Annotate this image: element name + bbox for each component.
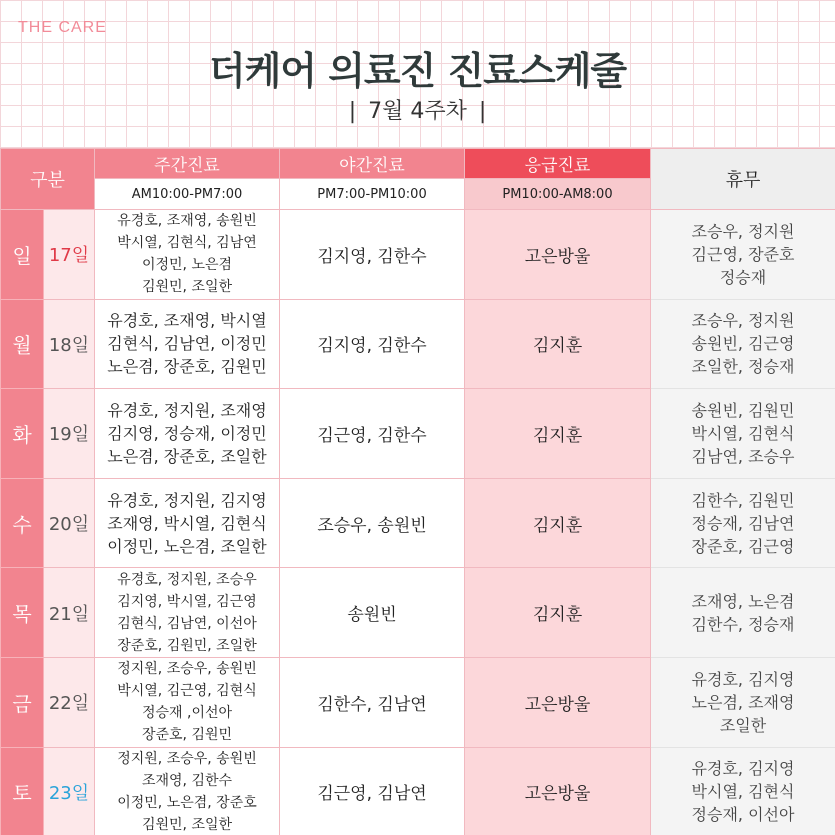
rest-cell <box>651 210 835 300</box>
night-shift-cell: 김근영, 김한수 <box>280 389 465 479</box>
day-shift-cell <box>95 299 280 389</box>
day-shift-cell <box>95 210 280 300</box>
night-shift-cell: 송원빈 <box>280 568 465 658</box>
staff-line: 조승우, 정지원 <box>691 311 795 331</box>
night-shift-cell: 조승우, 송원빈 <box>280 478 465 568</box>
date-cell: 22일 <box>44 657 95 747</box>
table-row <box>1 657 835 747</box>
staff-line: 김원민, 조일한 <box>141 279 233 296</box>
staff-line: 김한수, 김원민 <box>691 490 795 510</box>
staff-line: 정승재, 김남연 <box>691 513 795 533</box>
header-day-shift: 주간진료 <box>95 149 280 179</box>
day-shift-cell <box>95 478 280 568</box>
date-cell: 20일 <box>44 478 95 568</box>
night-shift-cell: 김지영, 김한수 <box>280 210 465 300</box>
emergency-cell: 고은방울 <box>465 210 651 300</box>
emergency-cell: 김지훈 <box>465 568 651 658</box>
staff-line: 유경호, 정지원, 조승우 <box>117 571 257 588</box>
staff-line: 김현식, 김남연, 이선아 <box>117 615 257 632</box>
staff-line: 유경호, 김지영 <box>691 759 795 779</box>
header-emergency-time: PM10:00-AM8:00 <box>465 179 651 210</box>
table-row <box>1 299 835 389</box>
page-subtitle <box>0 94 835 125</box>
subtitle-bar-left: | <box>348 99 357 124</box>
staff-line: 이정민, 노은겸 <box>141 257 233 274</box>
staff-line: 박시열, 김현식, 김남연 <box>117 235 257 252</box>
table-row <box>1 210 835 300</box>
staff-line: 박시열, 김현식 <box>691 782 795 802</box>
emergency-cell: 김지훈 <box>465 299 651 389</box>
date-cell: 23일 <box>44 747 95 835</box>
rest-cell <box>651 657 835 747</box>
rest-cell <box>651 568 835 658</box>
staff-line: 조재영, 노은겸 <box>691 591 795 611</box>
header-night-time: PM7:00-PM10:00 <box>280 179 465 210</box>
staff-line: 정지원, 조승우, 송원빈 <box>117 750 257 767</box>
day-shift-cell <box>95 568 280 658</box>
staff-line: 박시열, 김현식 <box>691 423 795 443</box>
staff-line: 유경호, 정지원, 김지영 <box>107 490 267 510</box>
staff-line: 정승재, 이선아 <box>691 805 795 825</box>
staff-line: 유경호, 조재영, 박시열 <box>107 311 267 331</box>
staff-line: 이정민, 노은겸, 장준호 <box>117 794 257 811</box>
page-title: 더케어 의료진 진료스케줄 <box>208 49 627 93</box>
rest-cell <box>651 299 835 389</box>
subtitle-bar-right: | <box>478 99 487 124</box>
staff-line: 노은겸, 조재영 <box>691 692 795 712</box>
day-shift-cell <box>95 389 280 479</box>
header-day-time: AM10:00-PM7:00 <box>95 179 280 210</box>
header-banner <box>0 0 835 148</box>
table-row <box>1 478 835 568</box>
staff-line: 조재영, 김한수 <box>141 772 233 789</box>
subtitle-text: 7월 4주차 <box>368 99 467 124</box>
weekday-cell: 화 <box>1 389 44 479</box>
staff-line: 송원빈, 김근영 <box>691 334 795 354</box>
date-cell: 21일 <box>44 568 95 658</box>
header-emergency: 응급진료 <box>465 149 651 179</box>
staff-line: 조일한 <box>719 715 767 735</box>
staff-line: 조일한, 정승재 <box>691 357 795 377</box>
staff-line: 김근영, 장준호 <box>691 244 795 264</box>
staff-line: 정승재 ,이선아 <box>141 705 233 722</box>
table-row <box>1 568 835 658</box>
day-shift-cell <box>95 747 280 835</box>
staff-line: 김지영, 정승재, 이정민 <box>107 423 267 443</box>
rest-cell <box>651 747 835 835</box>
staff-line: 김남연, 조승우 <box>691 446 795 466</box>
schedule-table <box>0 148 835 835</box>
night-shift-cell: 김근영, 김남연 <box>280 747 465 835</box>
weekday-cell: 일 <box>1 210 44 300</box>
weekday-cell: 토 <box>1 747 44 835</box>
staff-line: 이정민, 노은겸, 조일한 <box>107 536 267 556</box>
date-cell: 19일 <box>44 389 95 479</box>
night-shift-cell: 김지영, 김한수 <box>280 299 465 389</box>
header-gubun: 구분 <box>1 149 95 210</box>
staff-line: 장준호, 김원민 <box>141 727 233 744</box>
emergency-cell: 김지훈 <box>465 389 651 479</box>
date-cell: 18일 <box>44 299 95 389</box>
rest-cell <box>651 478 835 568</box>
rest-cell <box>651 389 835 479</box>
weekday-cell: 목 <box>1 568 44 658</box>
staff-line: 노은겸, 장준호, 조일한 <box>107 446 267 466</box>
table-row <box>1 389 835 479</box>
staff-line: 노은겸, 장준호, 김원민 <box>107 357 267 377</box>
staff-line: 김한수, 정승재 <box>691 614 795 634</box>
staff-line: 정지원, 조승우, 송원빈 <box>117 661 257 678</box>
staff-line: 김원민, 조일한 <box>141 816 233 833</box>
day-shift-cell <box>95 657 280 747</box>
emergency-cell: 고은방울 <box>465 657 651 747</box>
staff-line: 유경호, 김지영 <box>691 669 795 689</box>
staff-line: 송원빈, 김원민 <box>691 400 795 420</box>
table-row <box>1 747 835 835</box>
date-cell: 17일 <box>44 210 95 300</box>
staff-line: 장준호, 김근영 <box>691 536 795 556</box>
staff-line: 장준호, 김원민, 조일한 <box>117 637 257 654</box>
weekday-cell: 금 <box>1 657 44 747</box>
emergency-cell: 김지훈 <box>465 478 651 568</box>
emergency-cell: 고은방울 <box>465 747 651 835</box>
staff-line: 조재영, 박시열, 김현식 <box>107 513 267 533</box>
header-night-shift: 야간진료 <box>280 149 465 179</box>
staff-line: 정승재 <box>719 267 767 287</box>
brand-logo: THE CARE <box>18 19 107 36</box>
weekday-cell: 수 <box>1 478 44 568</box>
weekday-cell: 월 <box>1 299 44 389</box>
staff-line: 유경호, 조재영, 송원빈 <box>117 213 257 230</box>
staff-line: 조승우, 정지원 <box>691 221 795 241</box>
night-shift-cell: 김한수, 김남연 <box>280 657 465 747</box>
staff-line: 유경호, 정지원, 조재영 <box>107 400 267 420</box>
staff-line: 박시열, 김근영, 김현식 <box>117 683 257 700</box>
staff-line: 김현식, 김남연, 이정민 <box>107 334 267 354</box>
header-rest: 휴무 <box>651 149 835 210</box>
staff-line: 김지영, 박시열, 김근영 <box>117 593 257 610</box>
